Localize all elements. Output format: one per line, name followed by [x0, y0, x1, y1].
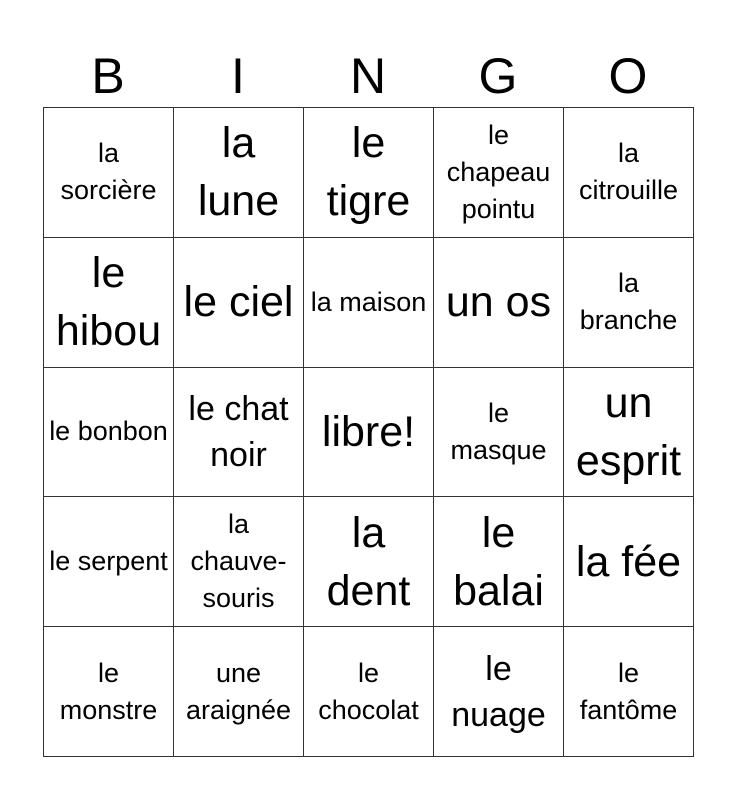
cell-label: le masque — [450, 397, 547, 465]
bingo-cell[interactable] — [564, 108, 694, 238]
cell-label: le ciel — [183, 278, 294, 327]
bingo-cell[interactable] — [564, 497, 694, 627]
bingo-cell[interactable] — [174, 368, 304, 498]
bingo-cell[interactable] — [434, 368, 564, 498]
bingo-cell[interactable] — [304, 627, 434, 757]
cell-label: le chapeau pointu — [446, 119, 551, 224]
bingo-grid — [43, 107, 694, 757]
bingo-cell[interactable] — [174, 497, 304, 627]
bingo-cell[interactable] — [44, 108, 174, 238]
cell-label: une araignée — [185, 657, 292, 725]
header-letter-b: B — [91, 48, 125, 104]
cell-label: la fée — [575, 537, 682, 586]
bingo-cell-free[interactable] — [304, 368, 434, 498]
header-letter-o: O — [608, 48, 648, 104]
bingo-cell[interactable] — [174, 627, 304, 757]
bingo-cell[interactable] — [434, 497, 564, 627]
cell-label: la chauve-souris — [190, 509, 287, 614]
cell-label: le monstre — [59, 657, 158, 725]
bingo-header — [43, 44, 693, 108]
header-letter-n: N — [349, 48, 387, 104]
bingo-cell[interactable] — [564, 238, 694, 368]
cell-label: un os — [445, 278, 552, 327]
cell-label: la maison — [310, 286, 427, 317]
free-space-label: libre! — [321, 407, 416, 456]
bingo-cell[interactable] — [174, 108, 304, 238]
cell-label: le chocolat — [318, 657, 419, 725]
bingo-cell[interactable] — [564, 368, 694, 498]
bingo-cell[interactable] — [174, 238, 304, 368]
cell-label: un esprit — [575, 378, 682, 485]
cell-label: le fantôme — [579, 657, 678, 725]
cell-label: le chat noir — [188, 389, 289, 474]
bingo-cell[interactable] — [304, 497, 434, 627]
bingo-cell[interactable] — [434, 238, 564, 368]
bingo-cell[interactable] — [44, 368, 174, 498]
header-letter-g: G — [478, 48, 518, 104]
cell-label: la sorcière — [60, 138, 157, 206]
cell-label: le hibou — [55, 249, 162, 356]
cell-label: le tigre — [326, 119, 411, 226]
bingo-cell[interactable] — [434, 627, 564, 757]
bingo-cell[interactable] — [44, 627, 174, 757]
cell-label: le serpent — [49, 546, 168, 577]
bingo-cell[interactable] — [44, 497, 174, 627]
cell-label: la lune — [197, 119, 280, 226]
cell-label: le nuage — [451, 649, 546, 734]
header-letter-i: I — [231, 48, 245, 104]
bingo-cell[interactable] — [434, 108, 564, 238]
bingo-cell[interactable] — [44, 238, 174, 368]
bingo-cell[interactable] — [304, 238, 434, 368]
cell-label: le bonbon — [49, 416, 168, 447]
bingo-cell[interactable] — [564, 627, 694, 757]
cell-label: la citrouille — [578, 138, 679, 206]
cell-label: la dent — [326, 508, 411, 615]
cell-label: le balai — [453, 508, 544, 615]
cell-label: la branche — [579, 268, 678, 336]
bingo-cell[interactable] — [304, 108, 434, 238]
